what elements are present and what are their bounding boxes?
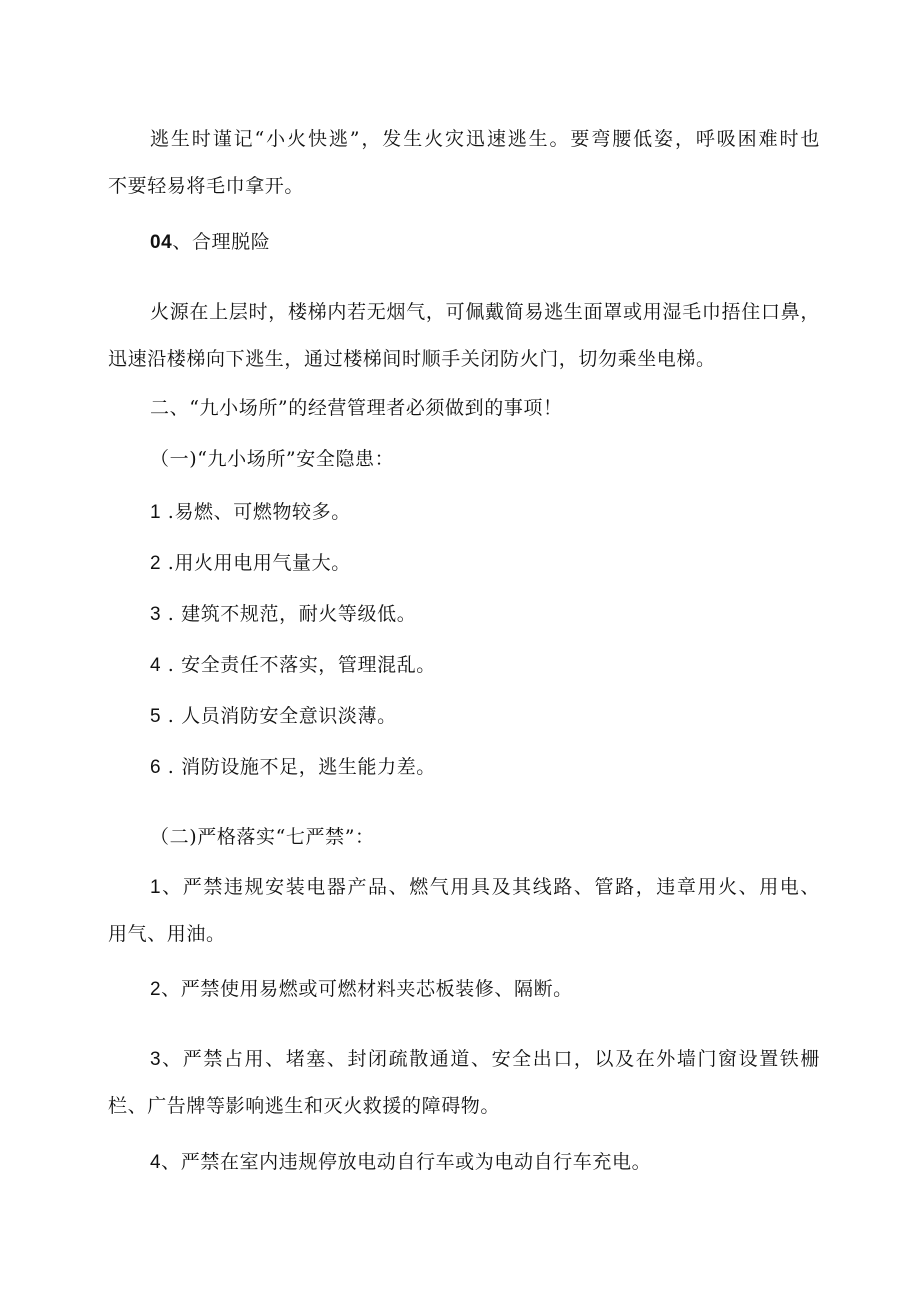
hazard-text: .易燃、可燃物较多。 (161, 501, 351, 523)
hazard-item-3 (150, 591, 820, 638)
hazard-item-6 (150, 744, 820, 791)
heading-04 (150, 219, 820, 266)
ban-number: 4 (150, 1152, 162, 1173)
heading-04-number: 04 (150, 232, 173, 253)
ban-item-1-line-2: 用气、用油。 (108, 923, 226, 945)
hazard-text: . 人员消防安全意识淡薄。 (161, 705, 397, 727)
ban-text: 、严禁使用易燃或可燃材料夹芯板装修、隔断。 (161, 978, 573, 1000)
paragraph-fire-above-line-2: 迅速沿楼梯向下逃生，通过楼梯间时顺手关闭防火门，切勿乘坐电梯。 (108, 348, 716, 370)
hazard-item-5 (150, 693, 820, 740)
hazard-number: 5 (150, 706, 162, 727)
ban-number: 2 (150, 979, 162, 1000)
ban-item-1-line-1 (150, 864, 820, 911)
ban-number: 1 (150, 877, 162, 898)
paragraph-escape-line-1: 逃生时谨记“小火快逃”，发生火灾迅速逃生。要弯腰低姿，呼吸困难时也 (150, 128, 820, 150)
subsection-1-title: （一)“九小场所”安全隐患： (150, 448, 395, 470)
hazard-item-4 (150, 642, 820, 689)
ban-text: 、严禁违规安装电器产品、燃气用具及其线路、管路，违章用火、用电、 (161, 876, 820, 898)
heading-04-text: 、合理脱险 (172, 231, 271, 253)
hazard-number: 2 (150, 553, 162, 574)
subsection-2-title: （二)严格落实“七严禁”： (150, 826, 375, 848)
hazard-item-2 (150, 540, 820, 587)
ban-item-2 (150, 966, 820, 1013)
paragraph-fire-above-line-1: 火源在上层时，楼梯内若无烟气，可佩戴简易逃生面罩或用湿毛巾捂住口鼻， (150, 301, 820, 323)
hazard-number: 3 (150, 604, 162, 625)
ban-number: 3 (150, 1049, 162, 1070)
hazard-number: 4 (150, 655, 162, 676)
ban-item-3-line-1 (150, 1036, 820, 1083)
hazard-item-1 (150, 489, 820, 536)
ban-text: 、严禁占用、堵塞、封闭疏散通道、安全出口，以及在外墙门窗设置铁栅 (161, 1048, 820, 1070)
hazard-text: . 建筑不规范，耐火等级低。 (161, 603, 417, 625)
hazard-number: 6 (150, 757, 162, 778)
ban-item-3-line-2: 栏、广告牌等影响逃生和灭火救援的障碍物。 (108, 1095, 501, 1117)
section-2-title: 二、“九小场所”的经营管理者必须做到的事项！ (150, 397, 563, 419)
ban-item-4 (150, 1139, 820, 1186)
ban-text: 、严禁在室内违规停放电动自行车或为电动自行车充电。 (161, 1151, 652, 1173)
hazard-text: .用火用电用气量大。 (161, 552, 351, 574)
hazard-text: . 安全责任不落实，管理混乱。 (161, 654, 436, 676)
hazard-text: . 消防设施不足，逃生能力差。 (161, 756, 436, 778)
hazard-number: 1 (150, 502, 162, 523)
paragraph-escape-line-2: 不要轻易将毛巾拿开。 (108, 175, 305, 197)
